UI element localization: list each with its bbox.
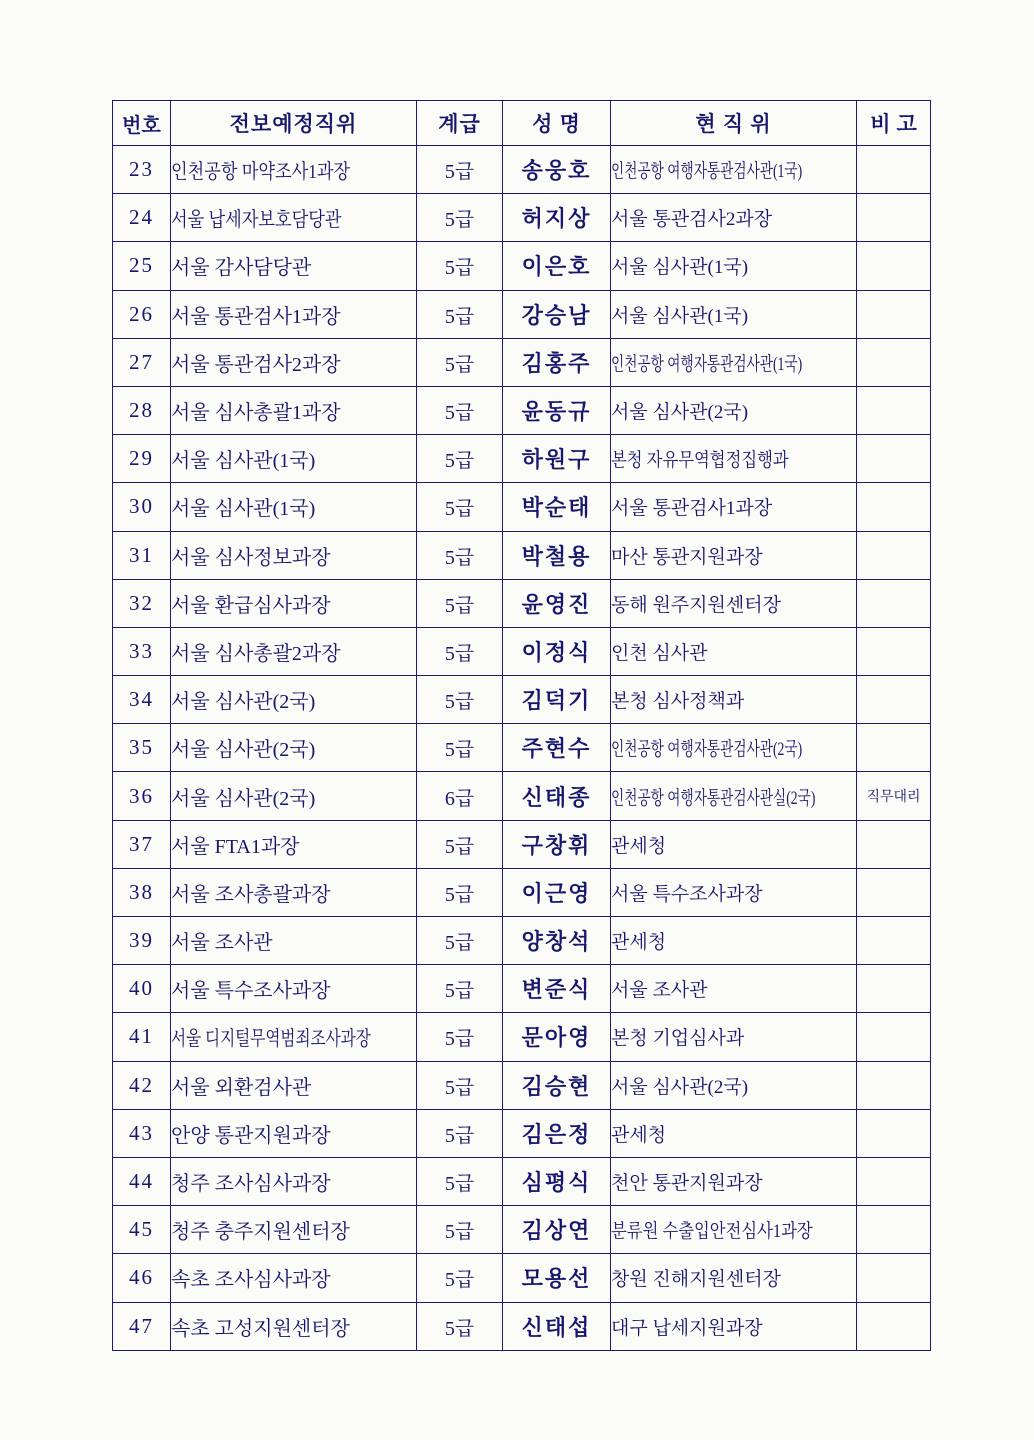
cell-current-position bbox=[611, 1109, 857, 1157]
cell-planned-position bbox=[171, 435, 417, 483]
cell-planned-position bbox=[171, 1206, 417, 1254]
cell-planned-position bbox=[171, 483, 417, 531]
table-row bbox=[113, 724, 931, 772]
cell-current-position bbox=[611, 820, 857, 868]
cell-current-position bbox=[611, 1157, 857, 1205]
current-position-text: 관세청 bbox=[611, 835, 667, 857]
planned-position-text: 서울 감사담당관 bbox=[171, 257, 312, 280]
cell-name: 윤동규 bbox=[503, 386, 611, 434]
current-position-text: 마산 통관지원과장 bbox=[611, 546, 763, 568]
cell-current-position bbox=[611, 290, 857, 338]
column-header-number: 번호 bbox=[113, 101, 171, 146]
planned-position-text: 안양 통관지원과장 bbox=[171, 1124, 331, 1147]
cell-current-position bbox=[611, 435, 857, 483]
current-position-text: 동해 원주지원센터장 bbox=[611, 594, 781, 616]
table-body bbox=[113, 146, 931, 1351]
current-position-text: 서울 심사관(1국) bbox=[611, 257, 749, 279]
cell-name: 김홍주 bbox=[503, 338, 611, 386]
cell-planned-position bbox=[171, 676, 417, 724]
planned-position-text: 서울 납세자보호담당관 bbox=[171, 209, 342, 232]
cell-name: 강승남 bbox=[503, 290, 611, 338]
current-position-text: 서울 통관검사2과장 bbox=[611, 209, 773, 231]
cell-note bbox=[857, 1013, 931, 1061]
cell-grade: 6급 bbox=[417, 772, 503, 820]
cell-note bbox=[857, 917, 931, 965]
cell-note bbox=[857, 676, 931, 724]
planned-position-text: 서울 FTA1과장 bbox=[171, 835, 300, 858]
cell-number: 26 bbox=[113, 290, 171, 338]
column-header-planned-position: 전보예정직위 bbox=[171, 101, 417, 146]
planned-position-text: 서울 특수조사과장 bbox=[171, 980, 331, 1003]
cell-current-position bbox=[611, 579, 857, 627]
cell-name: 윤영진 bbox=[503, 579, 611, 627]
cell-note bbox=[857, 146, 931, 194]
current-position-text: 대구 납세지원과장 bbox=[611, 1317, 763, 1339]
table-row bbox=[113, 1157, 931, 1205]
planned-position-text: 속초 고성지원센터장 bbox=[171, 1317, 350, 1340]
planned-position-text: 서울 심사관(1국) bbox=[171, 498, 316, 521]
cell-grade: 5급 bbox=[417, 820, 503, 868]
planned-position-text: 청주 충주지원센터장 bbox=[171, 1221, 350, 1244]
planned-position-text: 서울 디지털무역범죄조사과장 bbox=[171, 1028, 371, 1051]
cell-note bbox=[857, 242, 931, 290]
cell-number: 46 bbox=[113, 1254, 171, 1302]
cell-number: 27 bbox=[113, 338, 171, 386]
cell-note bbox=[857, 1109, 931, 1157]
table-row bbox=[113, 676, 931, 724]
cell-planned-position bbox=[171, 242, 417, 290]
cell-number: 42 bbox=[113, 1061, 171, 1109]
cell-number: 40 bbox=[113, 965, 171, 1013]
cell-number: 37 bbox=[113, 820, 171, 868]
planned-position-text: 서울 통관검사2과장 bbox=[171, 353, 341, 376]
cell-planned-position bbox=[171, 194, 417, 242]
table-row bbox=[113, 1061, 931, 1109]
cell-grade: 5급 bbox=[417, 627, 503, 675]
planned-position-text: 서울 심사관(2국) bbox=[171, 787, 316, 810]
table-row bbox=[113, 435, 931, 483]
cell-current-position bbox=[611, 1061, 857, 1109]
cell-current-position bbox=[611, 483, 857, 531]
cell-number: 39 bbox=[113, 917, 171, 965]
cell-planned-position bbox=[171, 1254, 417, 1302]
planned-position-text: 서울 통관검사1과장 bbox=[171, 305, 341, 328]
cell-number: 34 bbox=[113, 676, 171, 724]
cell-planned-position bbox=[171, 820, 417, 868]
cell-number: 43 bbox=[113, 1109, 171, 1157]
cell-grade: 5급 bbox=[417, 338, 503, 386]
planned-position-text: 속초 조사심사과장 bbox=[171, 1269, 331, 1292]
cell-name: 하원구 bbox=[503, 435, 611, 483]
cell-note bbox=[857, 1061, 931, 1109]
cell-current-position bbox=[611, 917, 857, 965]
cell-note bbox=[857, 1302, 931, 1350]
cell-grade: 5급 bbox=[417, 242, 503, 290]
cell-planned-position bbox=[171, 579, 417, 627]
table-row bbox=[113, 242, 931, 290]
current-position-text: 인천 심사관 bbox=[611, 642, 708, 664]
table-row bbox=[113, 338, 931, 386]
cell-grade: 5급 bbox=[417, 386, 503, 434]
cell-grade: 5급 bbox=[417, 724, 503, 772]
cell-grade: 5급 bbox=[417, 1206, 503, 1254]
current-position-text: 서울 통관검사1과장 bbox=[611, 498, 773, 520]
planned-position-text: 서울 외환검사관 bbox=[171, 1076, 312, 1099]
cell-note bbox=[857, 965, 931, 1013]
planned-position-text: 서울 심사관(2국) bbox=[171, 691, 316, 714]
table-row bbox=[113, 1206, 931, 1254]
column-header-note: 비고 bbox=[857, 101, 931, 146]
cell-name: 이정식 bbox=[503, 627, 611, 675]
cell-current-position bbox=[611, 1302, 857, 1350]
table-row bbox=[113, 194, 931, 242]
cell-current-position bbox=[611, 1013, 857, 1061]
cell-note bbox=[857, 290, 931, 338]
planned-position-text: 서울 조사총괄과장 bbox=[171, 883, 331, 906]
cell-note bbox=[857, 435, 931, 483]
cell-current-position bbox=[611, 1206, 857, 1254]
cell-planned-position bbox=[171, 868, 417, 916]
cell-name: 변준식 bbox=[503, 965, 611, 1013]
table-row bbox=[113, 386, 931, 434]
cell-name: 신태섭 bbox=[503, 1302, 611, 1350]
cell-planned-position bbox=[171, 386, 417, 434]
cell-number: 29 bbox=[113, 435, 171, 483]
table-row bbox=[113, 1302, 931, 1350]
cell-name: 김상연 bbox=[503, 1206, 611, 1254]
cell-grade: 5급 bbox=[417, 1157, 503, 1205]
cell-note bbox=[857, 194, 931, 242]
cell-note bbox=[857, 1254, 931, 1302]
planned-position-text: 서울 심사정보과장 bbox=[171, 546, 331, 569]
current-position-text: 천안 통관지원과장 bbox=[611, 1173, 763, 1195]
current-position-text: 인천공항 여행자통관검사관실(2국) bbox=[611, 787, 816, 809]
table-row bbox=[113, 868, 931, 916]
cell-name: 양창석 bbox=[503, 917, 611, 965]
planned-position-text: 서울 심사총괄2과장 bbox=[171, 642, 341, 665]
cell-planned-position bbox=[171, 724, 417, 772]
cell-number: 41 bbox=[113, 1013, 171, 1061]
cell-name: 이은호 bbox=[503, 242, 611, 290]
cell-name: 심평식 bbox=[503, 1157, 611, 1205]
cell-name: 문아영 bbox=[503, 1013, 611, 1061]
current-position-text: 서울 조사관 bbox=[611, 980, 708, 1002]
cell-grade: 5급 bbox=[417, 146, 503, 194]
cell-note bbox=[857, 338, 931, 386]
cell-number: 38 bbox=[113, 868, 171, 916]
current-position-text: 서울 심사관(2국) bbox=[611, 402, 749, 424]
table-row bbox=[113, 483, 931, 531]
column-header-name: 성 명 bbox=[503, 101, 611, 146]
current-position-text: 창원 진해지원센터장 bbox=[611, 1269, 781, 1291]
current-position-text: 본청 자유무역협정집행과 bbox=[611, 450, 789, 472]
cell-number: 32 bbox=[113, 579, 171, 627]
cell-planned-position bbox=[171, 917, 417, 965]
cell-current-position bbox=[611, 531, 857, 579]
cell-grade: 5급 bbox=[417, 917, 503, 965]
cell-planned-position bbox=[171, 1013, 417, 1061]
current-position-text: 인천공항 여행자통관검사관(1국) bbox=[611, 161, 803, 183]
cell-grade: 5급 bbox=[417, 579, 503, 627]
current-position-text: 관세청 bbox=[611, 932, 667, 954]
cell-current-position bbox=[611, 194, 857, 242]
current-position-text: 본청 기업심사과 bbox=[611, 1028, 745, 1050]
cell-name: 허지상 bbox=[503, 194, 611, 242]
cell-number: 44 bbox=[113, 1157, 171, 1205]
cell-grade: 5급 bbox=[417, 1254, 503, 1302]
cell-name: 박순태 bbox=[503, 483, 611, 531]
table-row bbox=[113, 627, 931, 675]
cell-current-position bbox=[611, 242, 857, 290]
cell-grade: 5급 bbox=[417, 531, 503, 579]
cell-number: 45 bbox=[113, 1206, 171, 1254]
cell-note bbox=[857, 386, 931, 434]
current-position-text: 서울 특수조사과장 bbox=[611, 883, 763, 905]
cell-number: 35 bbox=[113, 724, 171, 772]
cell-grade: 5급 bbox=[417, 1302, 503, 1350]
cell-grade: 5급 bbox=[417, 435, 503, 483]
column-header-grade: 계급 bbox=[417, 101, 503, 146]
cell-name: 송웅호 bbox=[503, 146, 611, 194]
cell-note bbox=[857, 820, 931, 868]
cell-planned-position bbox=[171, 531, 417, 579]
cell-planned-position bbox=[171, 1302, 417, 1350]
cell-note bbox=[857, 531, 931, 579]
cell-name: 구창휘 bbox=[503, 820, 611, 868]
current-position-text: 분류원 수출입안전심사1과장 bbox=[611, 1221, 813, 1243]
cell-note bbox=[857, 1206, 931, 1254]
personnel-transfer-table bbox=[112, 100, 931, 1351]
planned-position-text: 서울 심사총괄1과장 bbox=[171, 402, 341, 425]
cell-planned-position bbox=[171, 1109, 417, 1157]
table-row bbox=[113, 531, 931, 579]
cell-current-position bbox=[611, 724, 857, 772]
cell-number: 36 bbox=[113, 772, 171, 820]
current-position-text: 인천공항 여행자통관검사관(2국) bbox=[611, 739, 803, 761]
cell-planned-position bbox=[171, 290, 417, 338]
cell-grade: 5급 bbox=[417, 1061, 503, 1109]
cell-grade: 5급 bbox=[417, 965, 503, 1013]
cell-planned-position bbox=[171, 772, 417, 820]
table-row bbox=[113, 772, 931, 820]
personnel-transfer-table-container bbox=[112, 100, 930, 1351]
table-header-row bbox=[113, 101, 931, 146]
planned-position-text: 서울 조사관 bbox=[171, 932, 273, 955]
cell-grade: 5급 bbox=[417, 1109, 503, 1157]
cell-name: 김은정 bbox=[503, 1109, 611, 1157]
table-row bbox=[113, 820, 931, 868]
cell-current-position bbox=[611, 1254, 857, 1302]
cell-planned-position bbox=[171, 1061, 417, 1109]
cell-planned-position bbox=[171, 627, 417, 675]
table-row bbox=[113, 965, 931, 1013]
current-position-text: 본청 심사정책과 bbox=[611, 691, 745, 713]
cell-current-position bbox=[611, 965, 857, 1013]
cell-note bbox=[857, 868, 931, 916]
cell-name: 김승현 bbox=[503, 1061, 611, 1109]
cell-grade: 5급 bbox=[417, 290, 503, 338]
cell-note bbox=[857, 579, 931, 627]
cell-note: 직무대리 bbox=[857, 772, 931, 820]
column-header-current-position: 현 직 위 bbox=[611, 101, 857, 146]
cell-note bbox=[857, 627, 931, 675]
cell-name: 이근영 bbox=[503, 868, 611, 916]
cell-current-position bbox=[611, 676, 857, 724]
cell-grade: 5급 bbox=[417, 676, 503, 724]
table-row bbox=[113, 1013, 931, 1061]
table-row bbox=[113, 579, 931, 627]
table-row bbox=[113, 290, 931, 338]
cell-planned-position bbox=[171, 338, 417, 386]
cell-name: 박철용 bbox=[503, 531, 611, 579]
table-row bbox=[113, 146, 931, 194]
cell-note bbox=[857, 1157, 931, 1205]
current-position-text: 서울 심사관(2국) bbox=[611, 1076, 749, 1098]
cell-planned-position bbox=[171, 965, 417, 1013]
current-position-text: 서울 심사관(1국) bbox=[611, 305, 749, 327]
cell-number: 31 bbox=[113, 531, 171, 579]
current-position-text: 인천공항 여행자통관검사관(1국) bbox=[611, 353, 803, 375]
planned-position-text: 서울 심사관(2국) bbox=[171, 739, 316, 762]
cell-grade: 5급 bbox=[417, 483, 503, 531]
cell-grade: 5급 bbox=[417, 194, 503, 242]
cell-current-position bbox=[611, 868, 857, 916]
cell-current-position bbox=[611, 146, 857, 194]
planned-position-text: 청주 조사심사과장 bbox=[171, 1173, 331, 1196]
cell-note bbox=[857, 724, 931, 772]
table-header bbox=[113, 101, 931, 146]
cell-name: 김덕기 bbox=[503, 676, 611, 724]
cell-number: 24 bbox=[113, 194, 171, 242]
cell-number: 25 bbox=[113, 242, 171, 290]
table-row bbox=[113, 1109, 931, 1157]
table-row bbox=[113, 1254, 931, 1302]
cell-current-position bbox=[611, 386, 857, 434]
cell-number: 33 bbox=[113, 627, 171, 675]
table-row bbox=[113, 917, 931, 965]
cell-name: 주현수 bbox=[503, 724, 611, 772]
planned-position-text: 서울 심사관(1국) bbox=[171, 450, 316, 473]
cell-name: 신태종 bbox=[503, 772, 611, 820]
cell-note bbox=[857, 483, 931, 531]
planned-position-text: 인천공항 마약조사1과장 bbox=[171, 161, 351, 184]
cell-current-position bbox=[611, 338, 857, 386]
cell-number: 30 bbox=[113, 483, 171, 531]
cell-number: 23 bbox=[113, 146, 171, 194]
cell-grade: 5급 bbox=[417, 1013, 503, 1061]
cell-planned-position bbox=[171, 1157, 417, 1205]
cell-name: 모용선 bbox=[503, 1254, 611, 1302]
cell-grade: 5급 bbox=[417, 868, 503, 916]
cell-current-position bbox=[611, 627, 857, 675]
planned-position-text: 서울 환급심사과장 bbox=[171, 594, 331, 617]
cell-number: 47 bbox=[113, 1302, 171, 1350]
cell-planned-position bbox=[171, 146, 417, 194]
cell-current-position bbox=[611, 772, 857, 820]
current-position-text: 관세청 bbox=[611, 1124, 667, 1146]
cell-number: 28 bbox=[113, 386, 171, 434]
